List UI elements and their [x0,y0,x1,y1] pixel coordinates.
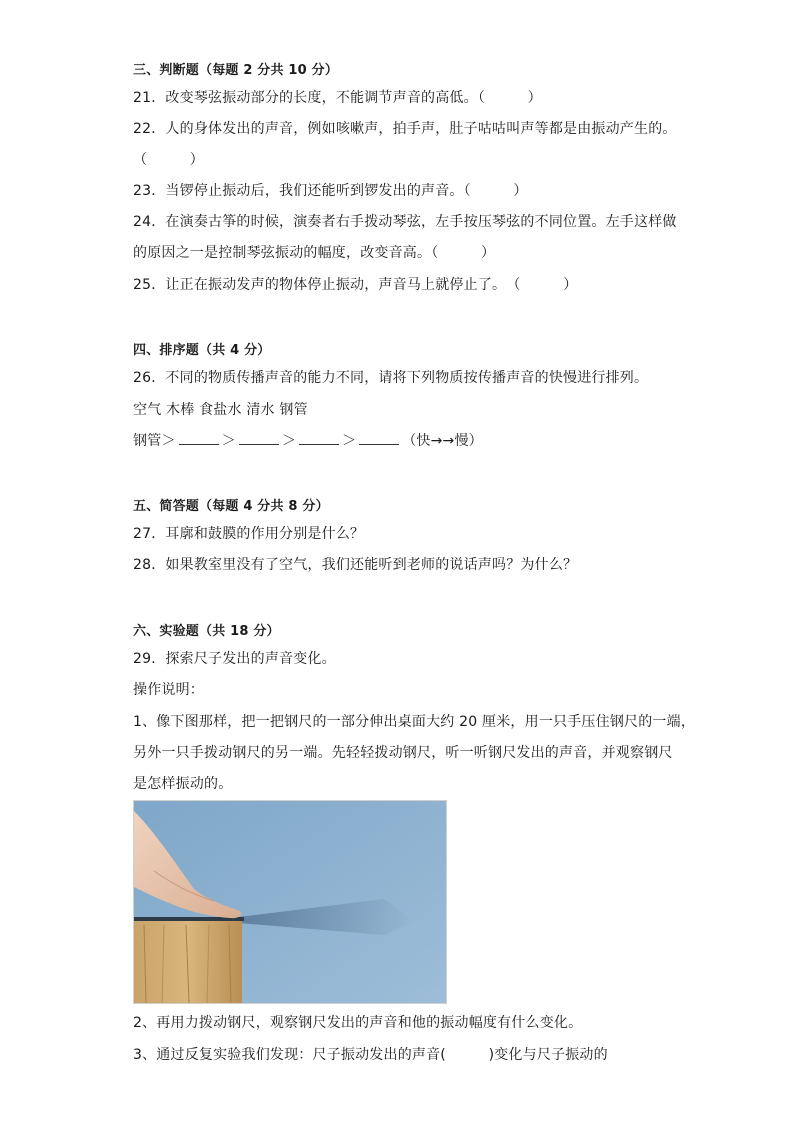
answer-blank-4[interactable] [359,432,399,445]
order-direction: （快→→慢） [402,433,483,449]
question-27: 27．耳廓和鼓膜的作用分别是什么？ [133,526,365,542]
greater-than: ＞ [221,433,236,449]
material-list: 空气 木棒 食盐水 清水 钢管 [133,402,308,418]
ruler-experiment-photo [133,800,447,1004]
question-24-line-1: 24．在演奏古筝的时候，演奏者右手拨动琴弦，左手按压琴弦的不同位置。左手这样做 [133,214,677,230]
step-1-line-2: 另外一只手拨动钢尺的另一端。先轻轻拨动钢尺，听一听钢尺发出的声音，并观察钢尺 [133,745,673,761]
step-1-line-3: 是怎样振动的。 [133,776,233,792]
order-start: 钢管 [133,433,162,449]
step-1-line-1: 1、像下图那样，把一把钢尺的一部分伸出桌面大约 20 厘米，用一只手压住钢尺的一端， [133,714,696,730]
question-22-line-1: 22．人的身体发出的声音，例如咳嗽声，拍手声，肚子咕咕叫声等都是由振动产生的。 [133,121,677,137]
instructions-label: 操作说明： [133,682,204,698]
greater-than: ＞ [281,433,297,449]
answer-blank-2[interactable] [239,432,279,445]
question-22-line-2: （ ） [133,152,204,168]
step-2: 2、再用力拨动钢尺，观察钢尺发出的声音和他的振动幅度有什么变化。 [133,1015,583,1031]
section-4-heading: 四、排序题（共 4 分） [133,343,271,358]
greater-than: ＞ [161,433,176,449]
question-21: 21．改变琴弦振动部分的长度，不能调节声音的高低。（ ） [133,90,542,106]
greater-than: ＞ [342,433,357,449]
ordering-line [133,432,483,450]
answer-blank-1[interactable] [179,432,219,445]
question-29: 29．探索尺子发出的声音变化。 [133,651,336,667]
answer-blank-3[interactable] [299,432,339,445]
step-3: 3、通过反复实验我们发现：尺子振动发出的声音( )变化与尺子振动的 [133,1047,608,1063]
question-28: 28．如果教室里没有了空气，我们还能听到老师的说话声吗？为什么？ [133,557,578,573]
question-25: 25．让正在振动发声的物体停止振动，声音马上就停止了。 （ ） [133,277,578,293]
section-5-heading: 五、简答题（每题 4 分共 8 分） [133,499,329,514]
section-6-heading: 六、实验题（共 18 分） [133,624,280,639]
question-24-line-2: 的原因之一是控制琴弦振动的幅度，改变音高。（ ） [133,245,496,261]
section-3-heading: 三、判断题（每题 2 分共 10 分） [133,63,339,78]
question-26: 26．不同的物质传播声音的能力不同，请将下列物质按传播声音的快慢进行排列。 [133,370,649,386]
question-23: 23．当锣停止振动后，我们还能听到锣发出的声音。（ ） [133,183,528,199]
